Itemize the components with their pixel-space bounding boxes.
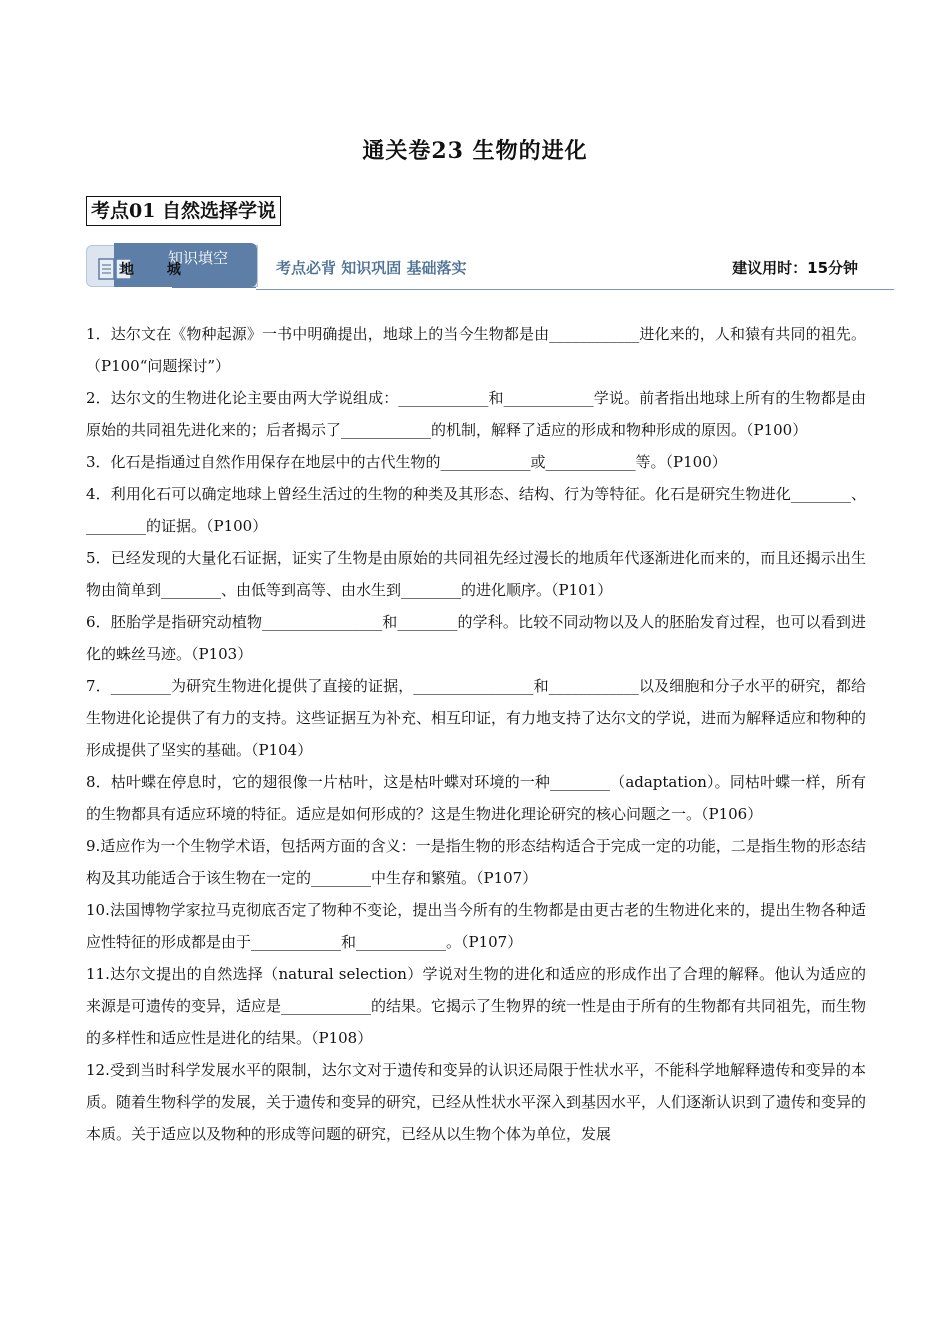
question-item: 9.适应作为一个生物学术语，包括两方面的含义：一是指生物的形态结构适合于完成一定的功能，二是指生物的形态结构及其功能适合于该生物在一定的________中生存和繁殖。（P107） bbox=[86, 837, 866, 887]
suggested-time: 建议用时：15分钟 bbox=[732, 259, 858, 277]
question-item: 10.法国博物学家拉马克彻底否定了物种不变论，提出当今所有的生物都是由更古老的生物进化来的，提出生物各种适应性特征的形成都是由于____________和____________。（P107） bbox=[86, 901, 866, 951]
question-item: 8．枯叶蝶在停息时，它的翅很像一片枯叶，这是枯叶蝶对环境的一种________（adaptation）。同枯叶蝶一样，所有的生物都具有适应环境的特征。适应是如何形成的？这是生物进化理论研究的核心问题之一。（P106） bbox=[86, 773, 866, 823]
banner-underline bbox=[172, 287, 256, 288]
question-item: 12.受到当时科学发展水平的限制，达尔文对于遗传和变异的认识还局限于性状水平，不能科学地解释遗传和变异的本质。随着生物科学的发展，关于遗传和变异的研究，已经从性状水平深入到基因水平，人们逐渐认识到了遗传和变异的本质。关于适应以及物种的形成等问题的研究，已经从以生物个体为单位，发展 bbox=[86, 1061, 867, 1143]
banner-tab-label: 知识填空 bbox=[168, 249, 229, 267]
question-item: 5．已经发现的大量化石证据，证实了生物是由原始的共同祖先经过漫长的地质年代逐渐进化而来的，而且还揭示出生物由简单到________、由低等到高等、由水生到________的进化顺序。（P101） bbox=[86, 549, 866, 599]
question-item: 6．胚胎学是指研究动植物________________和________的学科。比较不同动物以及人的胚胎发育过程，也可以看到进化的蛛丝马迹。（P103） bbox=[86, 613, 866, 663]
page-title: 通关卷23 生物的进化 bbox=[362, 138, 588, 164]
knowledge-banner bbox=[86, 243, 894, 291]
banner-sub-label: 地 城 bbox=[120, 262, 195, 278]
question-item: 3．化石是指通过自然作用保存在地层中的古代生物的____________或____________等。（P100） bbox=[86, 453, 727, 471]
banner-motto: 考点必背 知识巩固 基础落实 bbox=[276, 259, 467, 277]
question-list bbox=[86, 318, 866, 1150]
question-item: 4．利用化石可以确定地球上曾经生活过的生物的种类及其形态、结构、行为等特征。化石是研究生物进化________、________的证据。（P100） bbox=[86, 485, 866, 535]
question-item: 1．达尔文在《物种起源》一书中明确提出，地球上的当今生物都是由____________进化来的，人和猿有共同的祖先。（P100“问题探讨”） bbox=[86, 325, 866, 375]
section-heading: 考点01 自然选择学说 bbox=[86, 196, 281, 226]
question-item: 7．________为研究生物进化提供了直接的证据，________________和____________以及细胞和分子水平的研究，都给生物进化论提供了有力的支持。这些证据互为补充、相互印证，有力地支持了达尔文的学说，进而为解释适应和物种的形成提供了坚实的基础。（P104） bbox=[86, 677, 867, 759]
question-item: 11.达尔文提出的自然选择（natural selection）学说对生物的进化和适应的形成作出了合理的解释。他认为适应的来源是可遗传的变异，适应是____________的结果。它揭示了生物界的统一性是由于所有的生物都有共同祖先，而生物的多样性和适应性是进化的结果。（P108） bbox=[86, 965, 867, 1047]
banner-divider bbox=[256, 289, 894, 290]
question-item: 2．达尔文的生物进化论主要由两大学说组成：____________和____________学说。前者指出地球上所有的生物都是由原始的共同祖先进化来的；后者揭示了____________的机制，解释了适应的形成和物种形成的原因。（P100） bbox=[86, 389, 866, 439]
